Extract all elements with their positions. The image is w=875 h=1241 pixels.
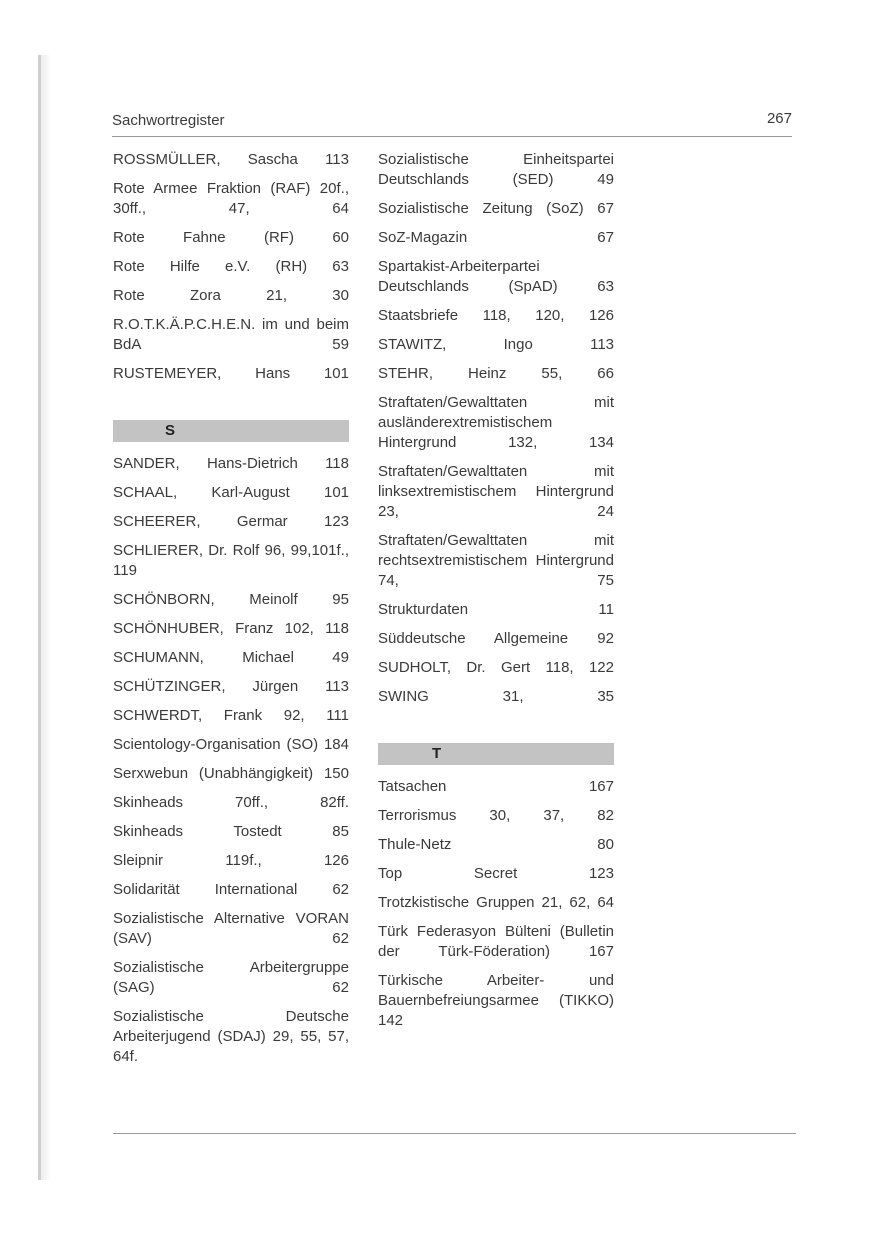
index-entry: Sozialistische Zeitung (SoZ) 67 <box>378 200 614 217</box>
index-entry: Rote Zora 21, 30 <box>113 287 349 304</box>
index-entry: Rote Hilfe e.V. (RH) 63 <box>113 258 349 275</box>
index-entry: SANDER, Hans-Dietrich 118 <box>113 455 349 472</box>
index-entry: R.O.T.K.Ä.P.C.H.E.N. im und beim BdA 59 <box>113 316 349 353</box>
index-entry: Türkische Arbeiter- und Bauernbefreiungsarmee (TIKKO) 142 <box>378 972 614 1029</box>
index-entry: Sozialistische Alternative VORAN (SAV) 62 <box>113 910 349 947</box>
index-entry: SCHAAL, Karl-August 101 <box>113 484 349 501</box>
index-entry: SCHÖNHUBER, Franz 102, 118 <box>113 620 349 637</box>
index-entry: Solidarität International 62 <box>113 881 349 898</box>
index-entry: Staatsbriefe 118, 120, 126 <box>378 307 614 324</box>
footer-rule <box>113 1133 796 1134</box>
index-entry: SWING 31, 35 <box>378 688 614 705</box>
index-entry: Tatsachen 167 <box>378 778 614 795</box>
index-entry: SoZ-Magazin 67 <box>378 229 614 246</box>
index-column-left <box>113 150 349 1076</box>
index-entry: STEHR, Heinz 55, 66 <box>378 365 614 382</box>
index-entry: SCHÜTZINGER, Jürgen 113 <box>113 678 349 695</box>
index-entry: STAWITZ, Ingo 113 <box>378 336 614 353</box>
running-header <box>112 108 792 137</box>
index-entry: Serxwebun (Unabhängigkeit) 150 <box>113 765 349 782</box>
index-entry: Skinheads 70ff., 82ff. <box>113 794 349 811</box>
index-entry: Straftaten/Gewalttaten mit rechtsextremistischem Hintergrund 74, 75 <box>378 532 614 589</box>
page-number: 267 <box>766 110 792 127</box>
index-entry: Sleipnir 119f., 126 <box>113 852 349 869</box>
section-letter: S <box>165 422 176 439</box>
index-entry: Türk Federasyon Bülteni (Bulletin der Türk-Föderation) 167 <box>378 923 614 960</box>
header-title: Sachwortregister <box>112 112 225 129</box>
index-entry: SCHUMANN, Michael 49 <box>113 649 349 666</box>
index-entry: SUDHOLT, Dr. Gert 118, 122 <box>378 659 614 676</box>
index-entry: SCHLIERER, Dr. Rolf 96, 99,101f., 119 <box>113 542 349 579</box>
index-entry: Scientology-Organisation (SO) 184 <box>113 736 349 753</box>
index-entry: Straftaten/Gewalttaten mit ausländerextremistischem Hintergrund 132, 134 <box>378 394 614 451</box>
index-entry: Terrorismus 30, 37, 82 <box>378 807 614 824</box>
index-entry: Rote Armee Fraktion (RAF) 20f., 30ff., 47, 64 <box>113 180 349 217</box>
index-entry: Top Secret 123 <box>378 865 614 882</box>
index-entry: Trotzkistische Gruppen 21, 62, 64 <box>378 894 614 911</box>
section-letter: T <box>432 745 442 762</box>
section-header <box>113 420 349 442</box>
index-entry: Spartakist-Arbeiterpartei Deutschlands (SpAD) 63 <box>378 258 614 295</box>
index-entry: Skinheads Tostedt 85 <box>113 823 349 840</box>
page-binding-shadow <box>41 55 51 1180</box>
index-entry: ROSSMÜLLER, Sascha 113 <box>113 151 349 168</box>
index-entry: Strukturdaten 11 <box>378 601 614 618</box>
index-entry: Thule-Netz 80 <box>378 836 614 853</box>
section-header <box>378 743 614 765</box>
index-entry: Straftaten/Gewalttaten mit linksextremistischem Hintergrund 23, 24 <box>378 463 614 520</box>
index-entry: Süddeutsche Allgemeine 92 <box>378 630 614 647</box>
index-entry: Sozialistische Deutsche Arbeiterjugend (SDAJ) 29, 55, 57, 64f. <box>113 1008 349 1065</box>
index-entry: Sozialistische Arbeitergruppe (SAG) 62 <box>113 959 349 996</box>
index-entry: SCHEERER, Germar 123 <box>113 513 349 530</box>
index-entry: Rote Fahne (RF) 60 <box>113 229 349 246</box>
index-column-right <box>378 150 614 1040</box>
index-entry: RUSTEMEYER, Hans 101 <box>113 365 349 382</box>
index-entry: SCHWERDT, Frank 92, 111 <box>113 707 349 724</box>
index-entry: Sozialistische Einheitspartei Deutschlands (SED) 49 <box>378 151 614 188</box>
index-entry: SCHÖNBORN, Meinolf 95 <box>113 591 349 608</box>
